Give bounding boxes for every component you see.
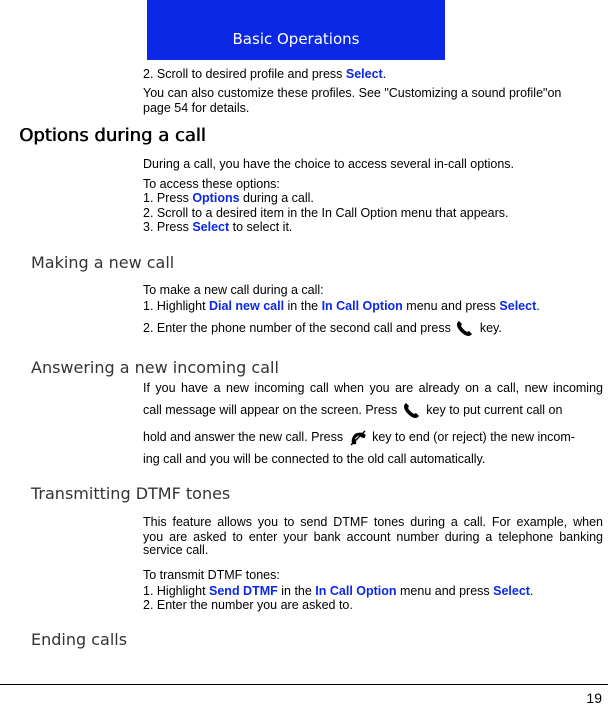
header-banner xyxy=(147,0,445,60)
footer-divider xyxy=(0,684,608,685)
making-call-step-2: 2. Enter the phone number of the second call and press key. xyxy=(143,318,502,339)
making-call-heading: Making a new call xyxy=(31,253,175,272)
answering-line-3: hold and answer the new call. Press key to end (or reject) the new incom- xyxy=(143,427,575,448)
dtmf-intro: To transmit DTMF tones: xyxy=(143,568,280,582)
select-keyword: Select xyxy=(493,584,530,598)
options-step-3: 3. Press Select to select it. xyxy=(143,220,293,234)
options-keyword: Options xyxy=(192,191,240,205)
dtmf-heading: Transmitting DTMF tones xyxy=(31,484,231,503)
end-key-icon xyxy=(347,428,369,448)
options-access-intro: To access these options: xyxy=(143,177,280,191)
options-step-2: 2. Scroll to a desired item in the In Call Option menu that appears. xyxy=(143,206,509,220)
dtmf-step-1: 1. Highlight Send DTMF in the In Call Option menu and press Select. xyxy=(143,584,534,598)
send-key-icon xyxy=(401,401,423,421)
header-title: Basic Operations xyxy=(232,30,360,48)
send-dtmf-keyword: Send DTMF xyxy=(209,584,278,598)
dtmf-line-1: This feature allows you to send DTMF tones during a call. For example, when xyxy=(143,515,603,529)
intro-step-2: 2. Scroll to desired profile and press Select. xyxy=(143,67,387,81)
answering-call-heading: Answering a new incoming call xyxy=(31,358,279,377)
customize-note-line-2: page 54 for details. xyxy=(143,101,250,115)
options-step-1: 1. Press Options during a call. xyxy=(143,191,314,205)
dial-new-call-keyword: Dial new call xyxy=(209,299,285,313)
dtmf-line-2: you are asked to enter your bank account number during a telephone banking xyxy=(143,530,603,544)
ending-calls-heading: Ending calls xyxy=(31,630,128,649)
answering-line-2: call message will appear on the screen. Press key to put current call on xyxy=(143,400,562,421)
dtmf-step-2: 2. Enter the number you are asked to. xyxy=(143,598,353,612)
select-keyword: Select xyxy=(499,299,537,313)
dtmf-line-3: service call. xyxy=(143,543,209,557)
page-number: 19 xyxy=(586,690,602,706)
select-keyword: Select xyxy=(345,67,383,81)
making-call-step-1: 1. Highlight Dial new call in the In Call Option menu and press Select. xyxy=(143,299,540,313)
in-call-option-keyword: In Call Option xyxy=(321,299,403,313)
send-key-icon xyxy=(454,319,476,339)
select-keyword: Select xyxy=(192,220,230,234)
customize-note-line-1: You can also customize these profiles. See "Customizing a sound profile"on xyxy=(143,86,562,100)
options-heading: Options during a call xyxy=(19,125,206,146)
in-call-option-keyword: In Call Option xyxy=(315,584,397,598)
answering-line-1: If you have a new incoming call when you are already on a call, new incoming xyxy=(143,381,603,395)
answering-line-4: ing call and you will be connected to the old call automatically. xyxy=(143,452,486,466)
making-call-intro: To make a new call during a call: xyxy=(143,283,324,297)
options-paragraph: During a call, you have the choice to access several in-call options. xyxy=(143,157,515,171)
